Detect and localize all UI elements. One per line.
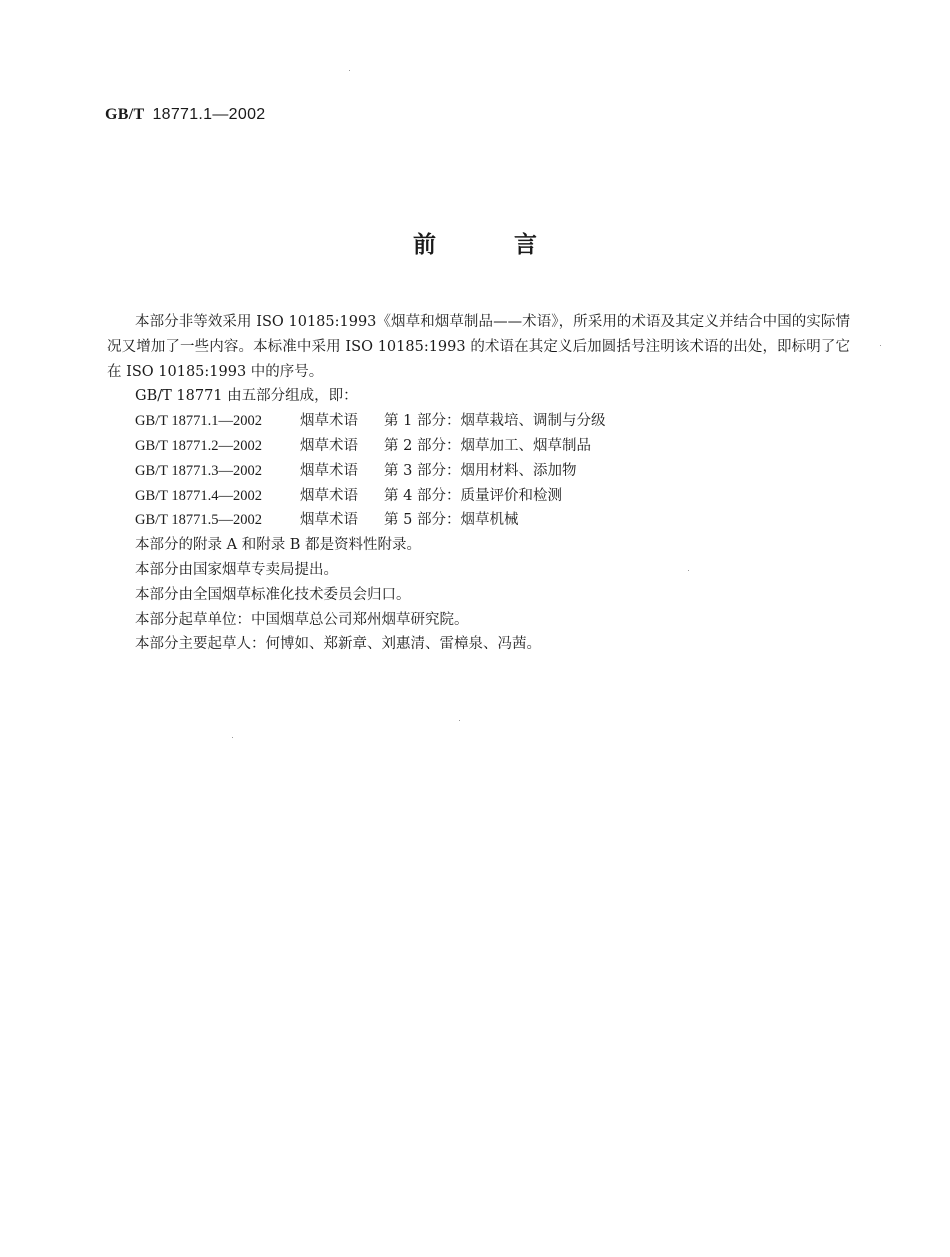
drafting-unit-note: 本部分起草单位：中国烟草总公司郑州烟草研究院。	[135, 611, 469, 628]
part-code: GB/T 18771.1—2002	[135, 413, 263, 430]
part-row	[135, 484, 850, 509]
part-series: 烟草术语	[300, 437, 358, 454]
annex-note: 本部分的附录 A 和附录 B 都是资料性附录。	[135, 537, 422, 554]
part-row	[135, 508, 850, 533]
composition-line: GB/T 18771 由五部分组成，即：	[135, 388, 358, 405]
part-description: 第 1 部分：烟草栽培、调制与分级	[384, 413, 606, 430]
scan-speck	[688, 570, 689, 571]
standard-code-number: 18771.1—2002	[152, 106, 266, 123]
page-title: 前言	[413, 231, 615, 258]
standard-code-header	[105, 106, 265, 124]
drafters-note: 本部分主要起草人：何博如、郑新章、刘惠清、雷樟泉、冯茜。	[135, 636, 541, 653]
parts-list	[135, 409, 850, 533]
part-code: GB/T 18771.2—2002	[135, 437, 263, 454]
scan-speck	[349, 70, 350, 71]
part-row	[135, 409, 850, 434]
part-description: 第 5 部分：烟草机械	[384, 512, 519, 529]
part-description: 第 4 部分：质量评价和检测	[384, 487, 562, 504]
part-series: 烟草术语	[300, 462, 358, 479]
part-description: 第 3 部分：烟用材料、添加物	[384, 462, 577, 479]
part-code: GB/T 18771.4—2002	[135, 487, 263, 504]
part-series: 烟草术语	[300, 487, 358, 504]
scan-speck	[459, 720, 460, 721]
part-description: 第 2 部分：烟草加工、烟草制品	[384, 437, 591, 454]
scan-speck	[232, 737, 233, 738]
foreword-body	[107, 310, 850, 657]
part-series: 烟草术语	[300, 512, 358, 529]
part-row	[135, 459, 850, 484]
part-row	[135, 434, 850, 459]
standard-code-prefix: GB/T	[105, 106, 145, 123]
proposer-note: 本部分由国家烟草专卖局提出。	[135, 561, 338, 578]
centralized-by-note: 本部分由全国烟草标准化技术委员会归口。	[135, 586, 411, 603]
intro-paragraph: 本部分非等效采用 ISO 10185:1993《烟草和烟草制品——术语》，所采用的术语及其定义并结合中国的实际情况又增加了一些内容。本标准中采用 ISO 10185:1993 的术语在其定义后加圆括号注明该术语的出处，即标明了它在 ISO 10185:1993 中的序号。	[107, 314, 850, 380]
part-code: GB/T 18771.3—2002	[135, 462, 263, 479]
scan-speck	[880, 345, 881, 346]
part-series: 烟草术语	[300, 413, 358, 430]
part-code: GB/T 18771.5—2002	[135, 512, 263, 529]
